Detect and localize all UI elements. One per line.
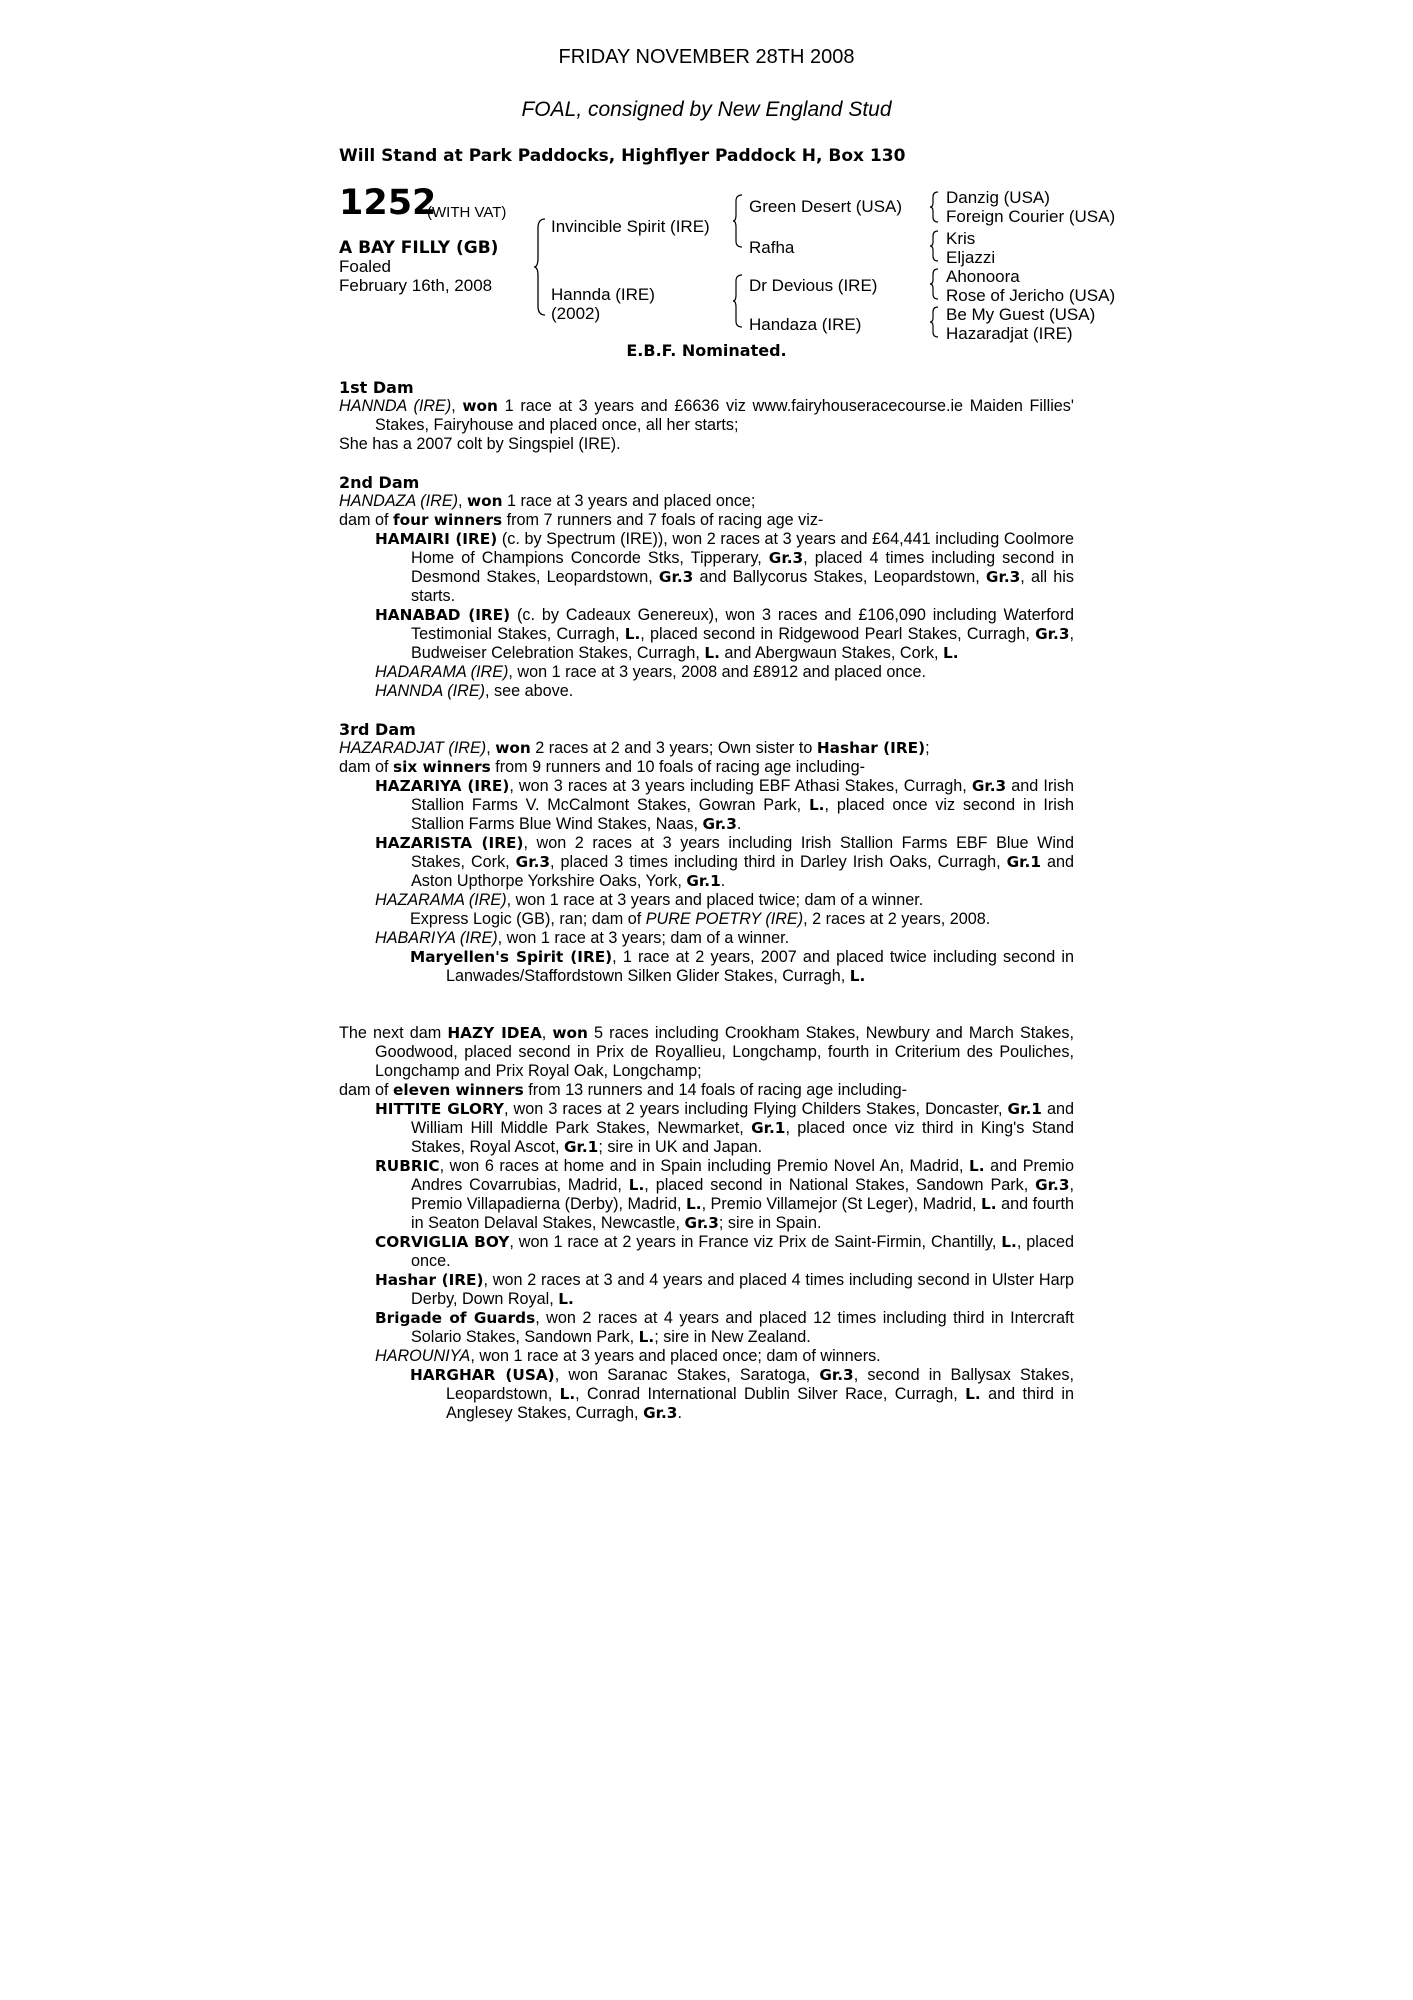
pedigree-sire-sire: Green Desert (USA)	[749, 197, 903, 216]
produce-entry: Brigade of Guards, won 2 races at 4 years and placed 12 times including third in Intercraft Solario Stakes, Sandown Park, L.; sire in New Zealand.	[375, 1309, 1074, 1346]
produce-entry: HAZARIYA (IRE), won 3 races at 3 years including EBF Athasi Stakes, Curragh, Gr.3 and Irish Stallion Farms V. McCalmont Stakes, Gowran Park, L., placed once viz second in Irish Stallion Farms Blue Wind Stakes, Naas, Gr.3.	[375, 777, 1074, 833]
pedigree-g1: Danzig (USA)	[946, 188, 1050, 207]
produce-subentry: Maryellen's Spirit (IRE), 1 race at 2 years, 2007 and placed twice including second in Lanwades/Staffordstown Silken Glider Stakes, Curragh, L.	[410, 948, 1074, 985]
vat-note: (WITH VAT)	[427, 204, 507, 221]
pedigree-dam-year: (2002)	[551, 304, 601, 323]
pedigree-g4: Eljazzi	[946, 248, 996, 267]
consignment-line: FOAL, consigned by New England Stud	[521, 98, 892, 121]
pedigree-brace-sire-line	[732, 194, 744, 254]
pedigree-brace-g3	[929, 268, 939, 302]
pedigree-dam: Hannda (IRE)	[551, 285, 655, 304]
pedigree-brace-g4	[929, 306, 939, 340]
pedigree-g7: Be My Guest (USA)	[946, 305, 1096, 324]
pedigree-g3: Kris	[946, 229, 976, 248]
first-dam-produce: She has a 2007 colt by Singspiel (IRE).	[339, 435, 621, 453]
ebf-nominated: E.B.F. Nominated.	[626, 341, 787, 360]
sale-date: FRIDAY NOVEMBER 28TH 2008	[558, 46, 855, 68]
pedigree-dam-sire: Dr Devious (IRE)	[749, 276, 878, 295]
produce-entry: HAZARAMA (IRE), won 1 race at 3 years and placed twice; dam of a winner.	[375, 891, 924, 909]
second-dam-heading: 2nd Dam	[339, 473, 420, 492]
next-dam-summary: dam of eleven winners from 13 runners and 14 foals of racing age including-	[339, 1081, 908, 1099]
third-dam-summary: dam of six winners from 9 runners and 10 foals of racing age including-	[339, 758, 866, 776]
next-dam-record: The next dam HAZY IDEA, won 5 races including Crookham Stakes, Newbury and March Stakes, Goodwood, placed second in Prix de Royallieu, Longchamp, fourth in Criterium des Pouliches, Longchamp and Prix Royal Oak, Longchamp;	[339, 1024, 1074, 1080]
catalogue-body	[339, 378, 1074, 1423]
pedigree-sire: Invincible Spirit (IRE)	[551, 217, 710, 236]
stand-location: Will Stand at Park Paddocks, Highflyer Paddock H, Box 130	[339, 146, 906, 166]
foaled-label: Foaled	[339, 257, 391, 276]
pedigree-brace-dam-line	[732, 274, 744, 334]
pedigree-brace-g2	[929, 230, 939, 264]
pedigree-g6: Rose of Jericho (USA)	[946, 286, 1116, 305]
pedigree-brace-g1	[929, 191, 939, 225]
produce-entry: HANABAD (IRE) (c. by Cadeaux Genereux), won 3 races and £106,090 including Waterford Testimonial Stakes, Curragh, L., placed second in Ridgewood Pearl Stakes, Curragh, Gr.3, Budweiser Celebration Stakes, Curragh, L. and Abergwaun Stakes, Cork, L.	[375, 606, 1074, 662]
foaled-date: February 16th, 2008	[339, 276, 493, 295]
pedigree-g5: Ahonoora	[946, 267, 1020, 286]
produce-entry: HANNDA (IRE), see above.	[375, 682, 574, 700]
produce-entry: HAMAIRI (IRE) (c. by Spectrum (IRE)), won 2 races at 3 years and £64,441 including Coolmore Home of Champions Concorde Stks, Tipperary, Gr.3, placed 4 times including second in Desmond Stakes, Leopardstown, Gr.3 and Ballycorus Stakes, Leopardstown, Gr.3, all his starts.	[375, 530, 1074, 605]
third-dam-heading: 3rd Dam	[339, 720, 416, 739]
second-dam-name: HANDAZA (IRE)	[339, 492, 459, 510]
produce-entry: Hashar (IRE), won 2 races at 3 and 4 years and placed 4 times including second in Ulster Harp Derby, Down Royal, L.	[375, 1271, 1074, 1308]
pedigree-brace-sire-dam	[533, 218, 547, 318]
produce-entry: HABARIYA (IRE), won 1 race at 3 years; dam of a winner.	[375, 929, 790, 947]
produce-entry: HITTITE GLORY, won 3 races at 2 years including Flying Childers Stakes, Doncaster, Gr.1 and William Hill Middle Park Stakes, Newmarket, Gr.1, placed once viz third in King's Stand Stakes, Royal Ascot, Gr.1; sire in UK and Japan.	[375, 1100, 1075, 1156]
produce-subentry: Express Logic (GB), ran; dam of PURE POETRY (IRE), 2 races at 2 years, 2008.	[410, 910, 991, 928]
produce-entry: HADARAMA (IRE), won 1 race at 3 years, 2008 and £8912 and placed once.	[375, 663, 926, 681]
third-dam-name: HAZARADJAT (IRE)	[339, 739, 487, 757]
lot-number: 1252	[339, 183, 437, 223]
produce-subentry: HARGHAR (USA), won Saranac Stakes, Saratoga, Gr.3, second in Ballysax Stakes, Leopardstown, L., Conrad International Dublin Silver Race, Curragh, L. and third in Anglesey Stakes, Curragh, Gr.3.	[410, 1366, 1075, 1422]
next-dam-name: HAZY IDEA	[447, 1024, 542, 1042]
lot-description: A BAY FILLY (GB)	[339, 238, 499, 258]
produce-entry: HAROUNIYA, won 1 race at 3 years and placed once; dam of winners.	[375, 1347, 881, 1365]
pedigree-g8: Hazaradjat (IRE)	[946, 324, 1073, 343]
produce-entry: RUBRIC, won 6 races at home and in Spain including Premio Novel An, Madrid, L. and Premio Andres Covarrubias, Madrid, L., placed second in National Stakes, Sandown Park, Gr.3, Premio Villapadierna (Derby), Madrid, L., Premio Villamejor (St Leger), Madrid, L. and fourth in Seaton Delaval Stakes, Newcastle, Gr.3; sire in Spain.	[375, 1157, 1075, 1232]
third-dam-record: HAZARADJAT (IRE), won 2 races at 2 and 3 years; Own sister to Hashar (IRE);	[339, 739, 930, 757]
produce-entry: HAZARISTA (IRE), won 2 races at 3 years including Irish Stallion Farms EBF Blue Wind Stakes, Cork, Gr.3, placed 3 times including third in Darley Irish Oaks, Curragh, Gr.1 and Aston Upthorpe Yorkshire Oaks, York, Gr.1.	[375, 834, 1074, 890]
pedigree-sire-dam: Rafha	[749, 238, 795, 257]
first-dam-record: HANNDA (IRE), won 1 race at 3 years and £6636 viz www.fairyhouseracecourse.ie Maiden Fillies' Stakes, Fairyhouse and placed once, all her starts;	[339, 397, 1074, 434]
first-dam-heading: 1st Dam	[339, 378, 414, 397]
first-dam-name: HANNDA (IRE)	[339, 397, 452, 415]
second-dam-record: HANDAZA (IRE), won 1 race at 3 years and placed once;	[339, 492, 756, 510]
pedigree-g2: Foreign Courier (USA)	[946, 207, 1116, 226]
pedigree-dam-dam: Handaza (IRE)	[749, 315, 862, 334]
second-dam-summary: dam of four winners from 7 runners and 7 foals of racing age viz-	[339, 511, 824, 529]
produce-entry: CORVIGLIA BOY, won 1 race at 2 years in France viz Prix de Saint-Firmin, Chantilly, L., placed once.	[375, 1233, 1074, 1270]
